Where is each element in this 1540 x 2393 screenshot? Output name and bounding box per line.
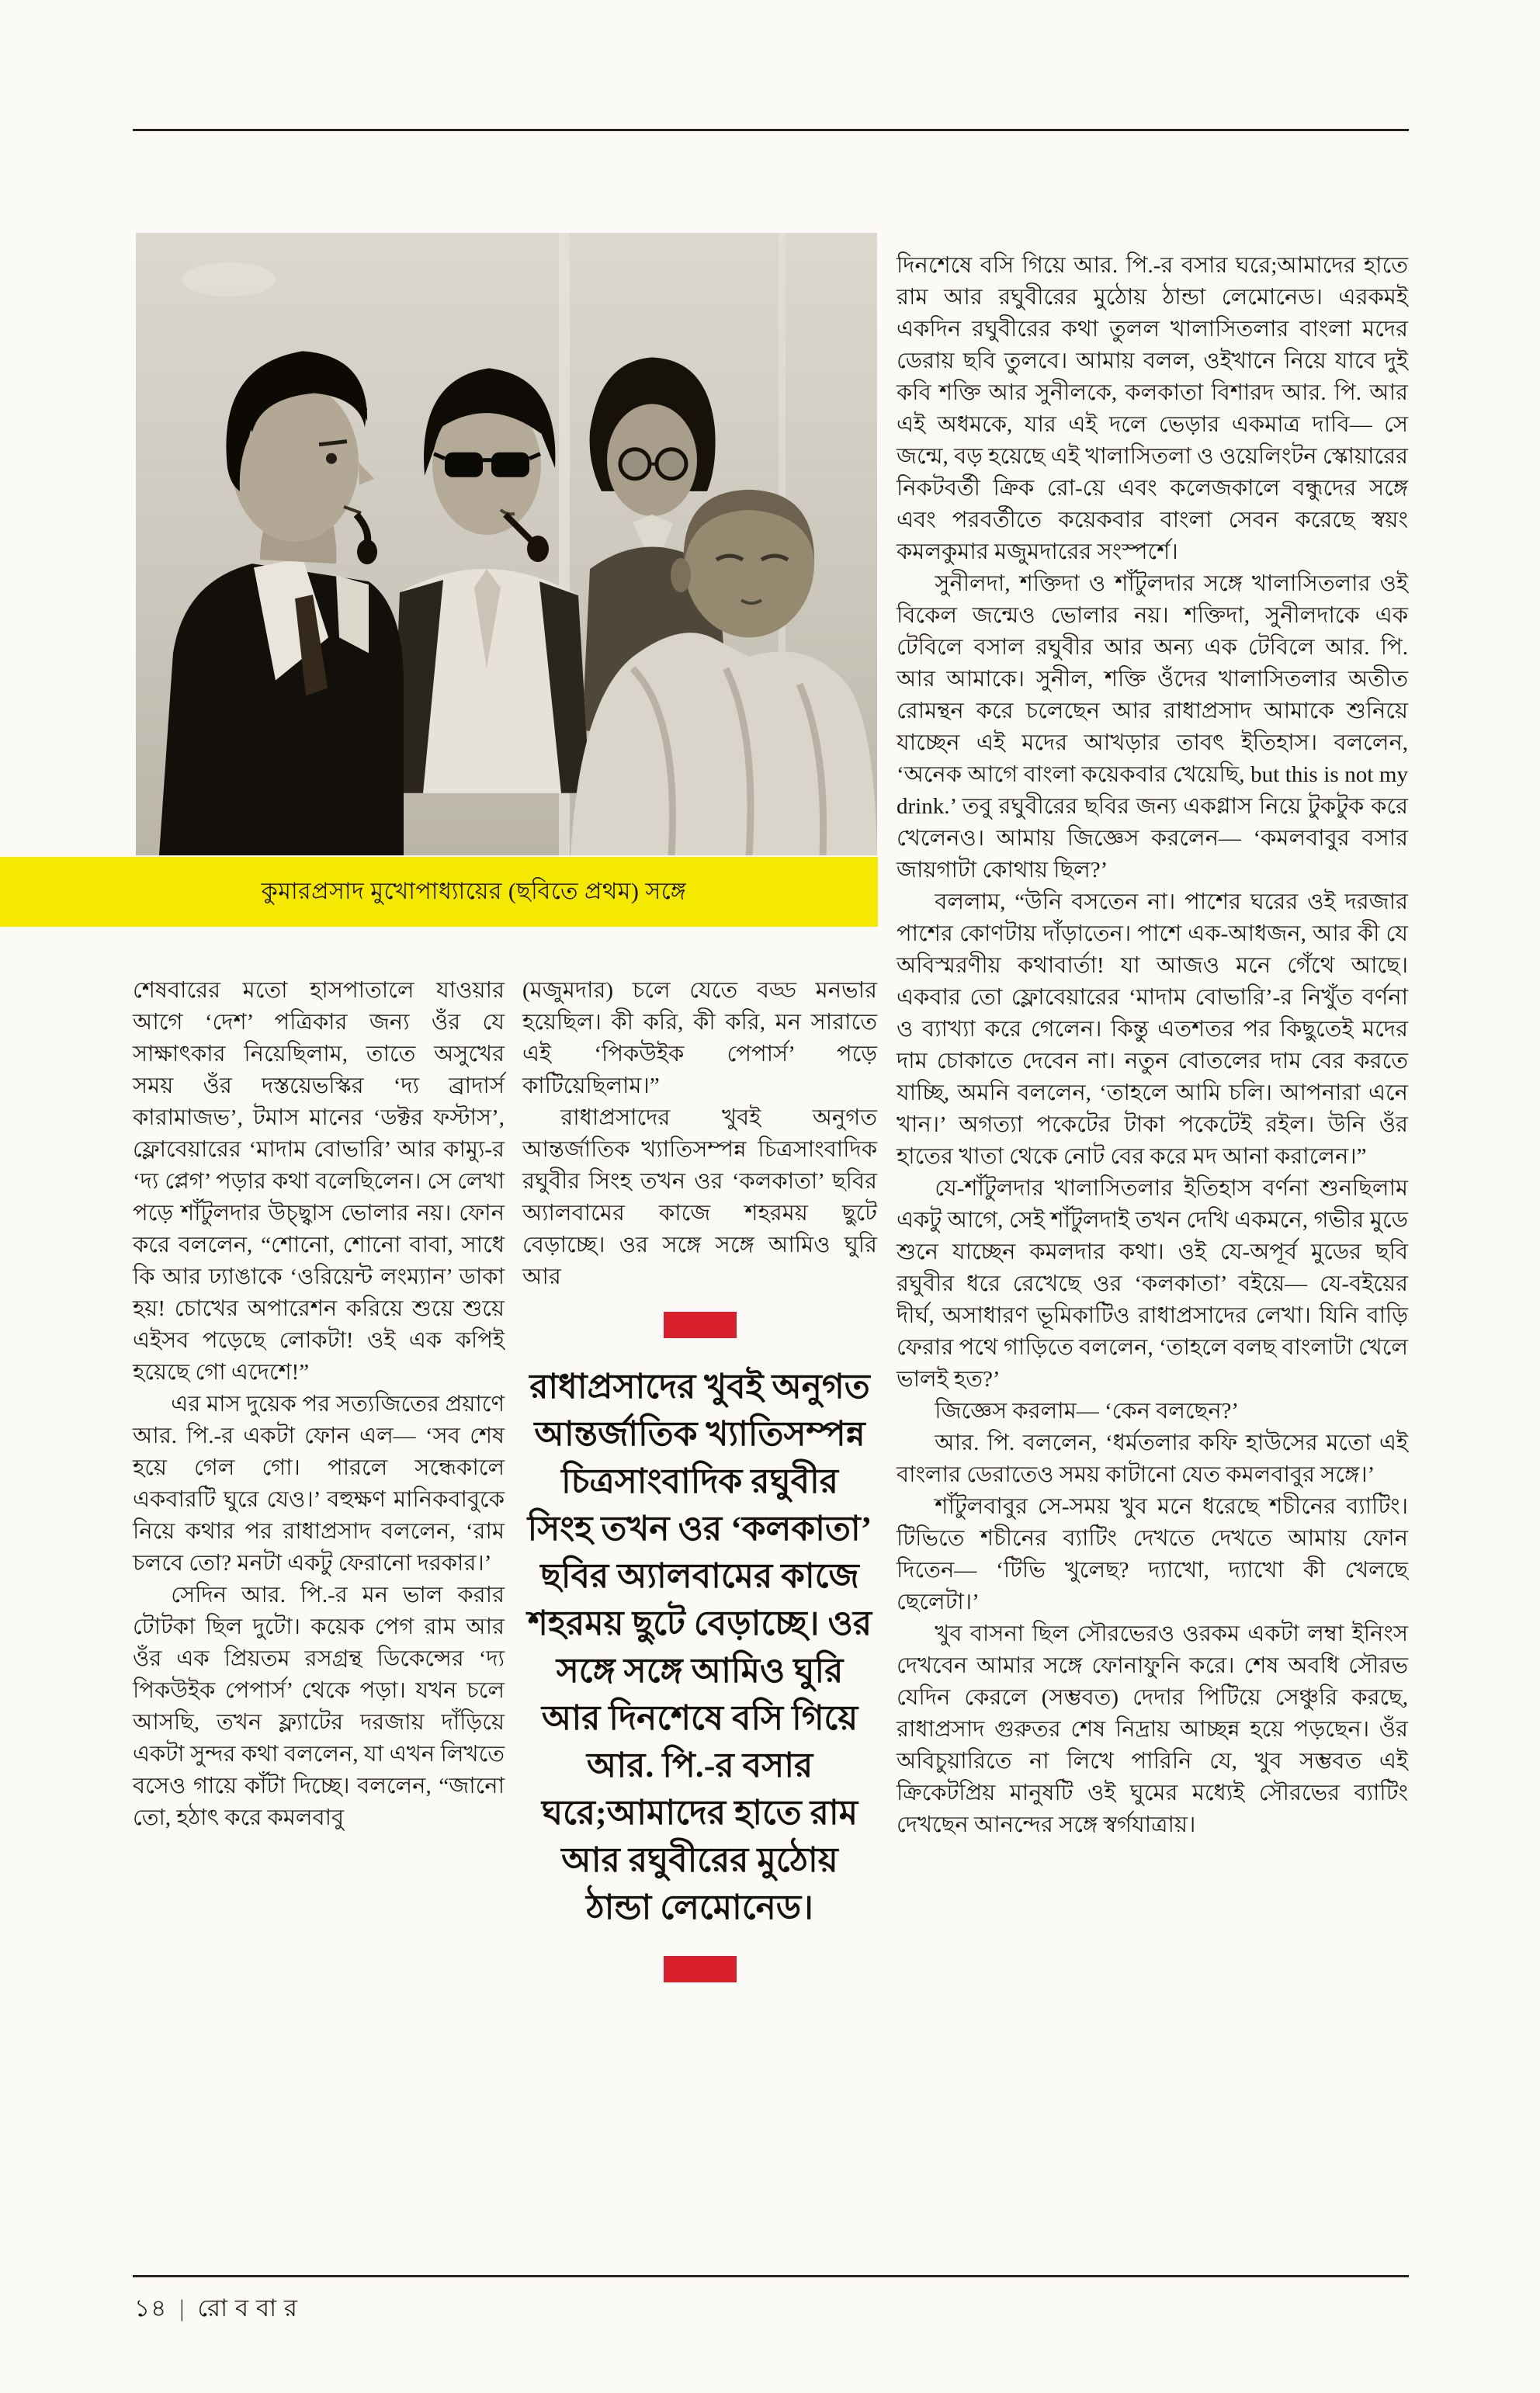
photo-caption-band <box>0 857 878 927</box>
paragraph: রাধাপ্রসাদের খুবই অনুগত আন্তর্জাতিক খ্যাতিসম্পন্ন চিত্রসাংবাদিক রঘুবীর সিংহ তখন ওর ‘কলকাতা’ ছবির অ্যালবামের কাজে শহরময় ছুটে বেড়াচ্ছে। ওর সঙ্গে সঙ্গে আমিও ঘুরি আর <box>522 1105 877 1289</box>
article-photo <box>136 233 877 855</box>
pull-quote-bottom-marker <box>664 1956 737 1982</box>
column-middle <box>522 975 877 1982</box>
paragraph: (মজুমদার) চলে যেতে বড্ড মনভার হয়েছিল। কী করি, কী করি, মন সারাতে এই ‘পিকউইক পেপার্স’ পড়ে কাটিয়েছিলাম।” <box>522 978 877 1098</box>
pull-quote <box>522 1312 877 1982</box>
column-left <box>133 975 505 1834</box>
paragraph: সেদিন আর. পি.-র মন ভাল করার টোটকা ছিল দুটো। কয়েক পেগ রাম আর ওঁর এক প্রিয়তম রসগ্রন্থ ডিকেন্সের ‘দ্য পিকউইক পেপার্স’ থেকে পড়া। যখন চলে আসছি, তখন ফ্ল্যাটের দরজায় দাঁড়িয়ে একটা সুন্দর কথা বললেন, যা এখন লিখতে বসেও গায়ে কাঁটা দিচ্ছে। বললেন, “জানো তো, হঠাৎ করে কমলবাবু <box>133 1583 505 1830</box>
pull-quote-text: রাধাপ্রসাদের খুবই অনুগত আন্তর্জাতিক খ্যাতিসম্পন্ন চিত্রসাংবাদিক রঘুবীর সিংহ তখন ওর ‘কলকাতা’ ছবির অ্যালবামের কাজে শহরময় ছুটে বেড়াচ্ছে। ওর সঙ্গে সঙ্গে আমিও ঘুরি আর দিনশেষে বসি গিয়ে আর. পি.-র বসার ঘরে;আমাদের হাতে রাম আর রঘুবীরের মুঠোয় ঠান্ডা লেমোনেড। <box>527 1368 872 1927</box>
photo-scratch <box>182 262 276 297</box>
paragraph: আর. পি. বললেন, ‘ধর্মতলার কফি হাউসের মতো এই বাংলার ডেরাতেও সময় কাটানো যেত কমলবাবুর সঙ্গে।’ <box>897 1431 1408 1487</box>
paragraph: সুনীলদা, শক্তিদা ও শাঁটুলদার সঙ্গে খালাসিতলার ওই বিকেল জন্মেও ভোলার নয়। শক্তিদা, সুনীলদাকে এক টেবিলে বসাল রঘুবীর আর অন্য এক টেবিলে আর. পি. আর আমাকে। সুনীল, শক্তি ওঁদের খালাসিতলার অতীত রোমন্থন করে চলেছেন আর রাধাপ্রসাদ আমাকে শুনিয়ে যাচ্ছেন এই মদের আখড়ার তাবৎ ইতিহাস। বললেন, ‘অনেক আগে বাংলা কয়েকবার খেয়েছি, but this is not my drink.’ তবু রঘুবীরের ছবির জন্য একগ্লাস নিয়ে টুকটুক করে খেলেনও। আমায় জিজ্ঞেস করলেন— ‘কমলবাবুর বসার জায়গাটা কোথায় ছিল?’ <box>897 571 1408 883</box>
publication-name: রো ব বা র <box>197 2294 298 2322</box>
paragraph: বললাম, “উনি বসতেন না। পাশের ঘরের ওই দরজার পাশের কোণটায় দাঁড়াতেন। পাশে এক-আধজন, আর কী যে অবিস্মরণীয় কথাবার্তা! যা আজও মনে গেঁথে আছে। একবার তো ফ্লোবেয়ারের ‘মাদাম বোভারি’-র নিখুঁত বর্ণনা ও ব্যাখ্যা করে গেলেন। কিন্তু এতশতর পর কিছুতেই মদের দাম চোকাতে দেবেন না। নতুন বোতলের দাম বের করতে যাচ্ছি, অমনি বললেন, ‘তাহলে আমি চলি। আপনারা এনে খান।’ অগত্যা পকেটের টাকা পকেটেই রইল। উনি ওঁর হাতের খাতা থেকে নোট বের করে মদ আনা করালেন।” <box>897 890 1408 1169</box>
pull-quote-top-marker <box>664 1312 737 1338</box>
group-photo-illustration <box>136 233 877 855</box>
paragraph: শেষবারের মতো হাসপাতালে যাওয়ার আগে ‘দেশ’ পত্রিকার জন্য ওঁর যে সাক্ষাৎকার নিয়েছিলাম, তাতে অসুখের সময় ওঁর দস্তয়েভস্কির ‘দ্য ব্রাদার্স কারামাজভ’, টমাস মানের ‘ডক্টর ফস্টাস’, ফ্লোবেয়ারের ‘মাদাম বোভারি’ আর কাম্যু-র ‘দ্য প্লেগ’ পড়ার কথা বলেছিলেন। সে লেখা পড়ে শাঁটুলদার উচ্ছ্বাস ভোলার নয়। ফোন করে বললেন, “শোনো, শোনো বাবা, সাধে কি আর ঢ্যাঙাকে ‘ওরিয়েন্ট লংম্যান’ ডাকা হয়! চোখের অপারেশন করিয়ে শুয়ে শুয়ে এইসব পড়েছে লোকটা! ওই এক কপিই হয়েছে গো এদেশে!” <box>133 978 505 1385</box>
top-rule <box>133 129 1409 131</box>
footer-separator: | <box>179 2294 186 2322</box>
page-footer <box>134 2290 298 2330</box>
paragraph: এর মাস দুয়েক পর সত্যজিতের প্রয়াণে আর. পি.-র একটা ফোন এল— ‘সব শেষ হয়ে গেল গো। পারলে সন্ধেকালে একবারটি ঘুরে যেও।’ বহুক্ষণ মানিকবাবুকে নিয়ে কথার পর রাধাপ্রসাদ বললেন, ‘রাম চলবে তো? মনটা একটু ফেরানো দরকার।’ <box>133 1392 505 1576</box>
paragraph: যে-শাঁটুলদার খালাসিতলার ইতিহাস বর্ণনা শুনছিলাম একটু আগে, সেই শাঁটুলদাই তখন দেখি একমনে, গভীর মুডে শুনে যাচ্ছেন কমলদার কথা। ওই যে-অপূর্ব মুডের ছবি রঘুবীর ধরে রেখেছে ওর ‘কলকাতা’ বইয়ে— যে-বইয়ের দীর্ঘ, অসাধারণ ভূমিকাটিও রাধাপ্রসাদের লেখা। যিনি বাড়ি ফেরার পথে গাড়িতে বললেন, ‘তাহলে বলছ বাংলাটা খেলে ভালই হত?’ <box>897 1176 1408 1392</box>
paragraph: খুব বাসনা ছিল সৌরভেরও ওরকম একটা লম্বা ইনিংস দেখবেন আমার সঙ্গে ফোনাফুনি করে। শেষ অবধি সৌরভ যেদিন কেরলে (সম্ভবত) দেদার পিটিয়ে সেঞ্চুরি করছে, রাধাপ্রসাদ গুরুতর শেষ নিদ্রায় আচ্ছন্ন হয়ে পড়ছেন। ওঁর অবিচুয়ারিতে না লিখে পারিনি যে, খুব সম্ভবত এই ক্রিকেটপ্রিয় মানুষটি ওই ঘুমের মধ্যেই সৌরভের ব্যাটিং দেখছেন আনন্দের সঙ্গে স্বর্গযাত্রায়। <box>897 1621 1408 1837</box>
photo-caption: কুমারপ্রসাদ মুখোপাধ্যায়ের (ছবিতে প্রথম) সঙ্গে <box>261 878 687 904</box>
paragraph: শাঁটুলবাবুর সে-সময় খুব মনে ধরেছে শচীনের ব্যাটিং। টিভিতে শচীনের ব্যাটিং দেখতে দেখতে আমায় ফোন দিতেন— ‘টিভি খুলেছ? দ্যাখো, দ্যাখো কী খেলছে ছেলেটা।’ <box>897 1494 1408 1614</box>
paragraph: দিনশেষে বসি গিয়ে আর. পি.-র বসার ঘরে;আমাদের হাতে রাম আর রঘুবীরের মুঠোয় ঠান্ডা লেমোনেড। এরকমই একদিন রঘুবীরের কথা তুলল খালাসিতলার বাংলা মদের ডেরায় ছবি তুলবে। আমায় বলল, ওইখানে নিয়ে যাবে দুই কবি শক্তি আর সুনীলকে, কলকাতা বিশারদ আর. পি. আর এই অধমকে, যার এই দলে ভেড়ার একমাত্র দাবি— সে জন্মে, বড় হয়েছে এই খালাসিতলা ও ওয়েলিংটন স্কোয়ারের নিকটবর্তী ক্রিক রো-য়ে এবং কলেজকালে বন্ধুদের সঙ্গে এবং পরবর্তীতে কয়েকবার বাংলা সেবন করেছে স্বয়ং কমলকুমার মজুমদারের সংস্পর্শে। <box>897 253 1408 564</box>
column-right <box>897 250 1408 1841</box>
paragraph: জিজ্ঞেস করলাম— ‘কেন বলছেন?’ <box>935 1399 1240 1424</box>
bottom-rule <box>133 2275 1409 2277</box>
page-number: ১৪ <box>134 2294 168 2322</box>
